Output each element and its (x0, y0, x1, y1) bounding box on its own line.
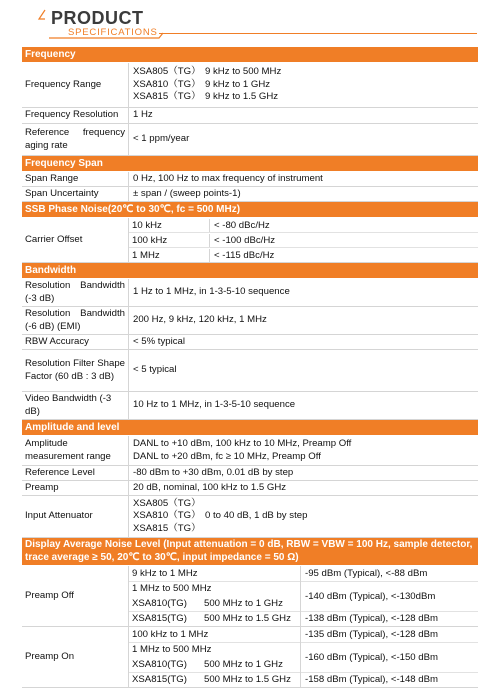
value-input-attenuator: XSA805（TG） XSA810（TG） XSA815（TG） 0 to 40 dB, 1 dB by step (133, 497, 308, 534)
section-amplitude: Amplitude and level (22, 420, 478, 436)
label-shape-factor: Resolution Filter Shape Factor (60 dB : 3 dB) (22, 350, 129, 391)
label-preamp-off: Preamp Off (22, 566, 129, 626)
value-vbw: 10 Hz to 1 MHz, in 1-3-5-10 sequence (133, 399, 296, 411)
section-frequency-span: Frequency Span (22, 156, 478, 172)
section-danl: Display Average Noise Level (Input attenuation = 0 dB, RBW = VBW = 100 Hz, sample detector, trace average ≥ 50, 20℃ to 30℃, input impedance = 50 Ω) (22, 538, 478, 566)
row-preamp (22, 481, 478, 496)
value-reference-aging: < 1 ppm/year (133, 133, 190, 145)
row-frequency-range (22, 63, 478, 108)
list-item: -158 dBm (Typical), <-148 dBm (305, 674, 439, 686)
row-reference-level (22, 466, 478, 481)
row-reference-aging (22, 124, 478, 156)
header-rule (159, 33, 477, 34)
value-frequency-resolution: 1 Hz (133, 109, 153, 121)
carrier-offset-values (129, 218, 478, 262)
label-input-attenuator: Input Attenuator (22, 496, 129, 537)
value-rbw-emi: 200 Hz, 9 kHz, 120 kHz, 1 MHz (133, 314, 267, 326)
label-frequency-resolution: Frequency Resolution (22, 108, 129, 123)
row-carrier-offset (22, 218, 478, 263)
value-span-uncertainty: ± span / (sweep points-1) (133, 187, 241, 199)
label-preamp: Preamp (22, 481, 129, 495)
list-item: 1 MHz to 500 MHz (132, 644, 212, 656)
section-ssb-phase-noise: SSB Phase Noise(20℃ to 30℃, fc = 500 MHz) (22, 202, 478, 218)
preamp-on-values (129, 627, 478, 687)
value-preamp: 20 dB, nominal, 100 kHz to 1.5 GHz (133, 481, 287, 493)
label-preamp-on: Preamp On (22, 627, 129, 687)
label-carrier-offset: Carrier Offset (22, 218, 129, 262)
label-reference-aging: Reference frequency aging rate (22, 124, 129, 155)
page-header (0, 0, 500, 46)
label-rbw-accuracy: RBW Accuracy (22, 335, 129, 349)
section-bandwidth: Bandwidth (22, 263, 478, 279)
row-span-uncertainty (22, 187, 478, 202)
list-item: 1 MHz < -115 dBc/Hz (129, 248, 478, 262)
list-item: XSA810(TG) 500 MHz to 1 GHz (129, 657, 300, 673)
row-input-attenuator (22, 496, 478, 538)
label-reference-level: Reference Level (22, 466, 129, 480)
list-item: -95 dBm (Typical), <-88 dBm (301, 566, 478, 582)
row-measurement-range (22, 436, 478, 466)
value-span-range: 0 Hz, 100 Hz to max frequency of instrument (133, 172, 323, 184)
value-shape-factor: < 5 typical (133, 364, 177, 376)
row-frequency-resolution (22, 108, 478, 124)
spec-table (22, 47, 478, 688)
list-item: -135 dBm (Typical), <-128 dBm (301, 627, 478, 643)
value-rbw-accuracy: < 5% typical (133, 335, 185, 347)
label-frequency-range: Frequency Range (22, 63, 129, 107)
row-rbw (22, 279, 478, 307)
row-rbw-emi (22, 307, 478, 335)
row-rbw-accuracy (22, 335, 478, 350)
label-measurement-range: Amplitude measurement range (22, 436, 129, 465)
preamp-off-values (129, 566, 478, 626)
list-item: 9 kHz to 1 MHz (129, 566, 300, 582)
list-item: XSA815(TG) 500 MHz to 1.5 GHz (132, 613, 291, 625)
page-subtitle: SPECIFICATIONS (68, 27, 158, 38)
row-span-range (22, 172, 478, 187)
value-reference-level: -80 dBm to +30 dBm, 0.01 dB by step (133, 466, 294, 478)
page-title: PRODUCT (51, 8, 144, 28)
row-preamp-off (22, 566, 478, 627)
row-shape-factor (22, 350, 478, 392)
list-item: -140 dBm (Typical), <-130dBm (301, 582, 478, 612)
list-item: -160 dBm (Typical), <-150 dBm (301, 643, 478, 673)
label-vbw: Video Bandwidth (-3 dB) (22, 392, 129, 419)
label-span-range: Span Range (22, 172, 129, 186)
list-item: 10 kHz < -80 dBc/Hz (129, 218, 478, 233)
value-frequency-range: XSA805（TG） 9 kHz to 500 MHz XSA810（TG） 9 kHz to 1 GHz XSA815（TG） 9 kHz to 1.5 GHz (133, 66, 282, 103)
label-span-uncertainty: Span Uncertainty (22, 187, 129, 201)
row-preamp-on (22, 627, 478, 688)
section-frequency: Frequency (22, 47, 478, 63)
value-rbw: 1 Hz to 1 MHz, in 1-3-5-10 sequence (133, 286, 290, 298)
row-vbw (22, 392, 478, 420)
list-item: 100 kHz < -100 dBc/Hz (129, 233, 478, 248)
list-item: -138 dBm (Typical), <-128 dBm (305, 613, 439, 625)
list-item: 1 MHz to 500 MHz (132, 583, 212, 595)
list-item: XSA815(TG) 500 MHz to 1.5 GHz (132, 674, 291, 686)
label-rbw: Resolution Bandwidth (-3 dB) (22, 279, 129, 306)
value-measurement-range: DANL to +10 dBm, 100 kHz to 10 MHz, Preamp Off DANL to +20 dBm, fc ≥ 10 MHz, Preamp Off (133, 438, 352, 462)
list-item: XSA810(TG) 500 MHz to 1 GHz (129, 596, 300, 612)
label-rbw-emi: Resolution Bandwidth (-6 dB) (EMI) (22, 307, 129, 334)
list-item: 100 kHz to 1 MHz (129, 627, 300, 643)
